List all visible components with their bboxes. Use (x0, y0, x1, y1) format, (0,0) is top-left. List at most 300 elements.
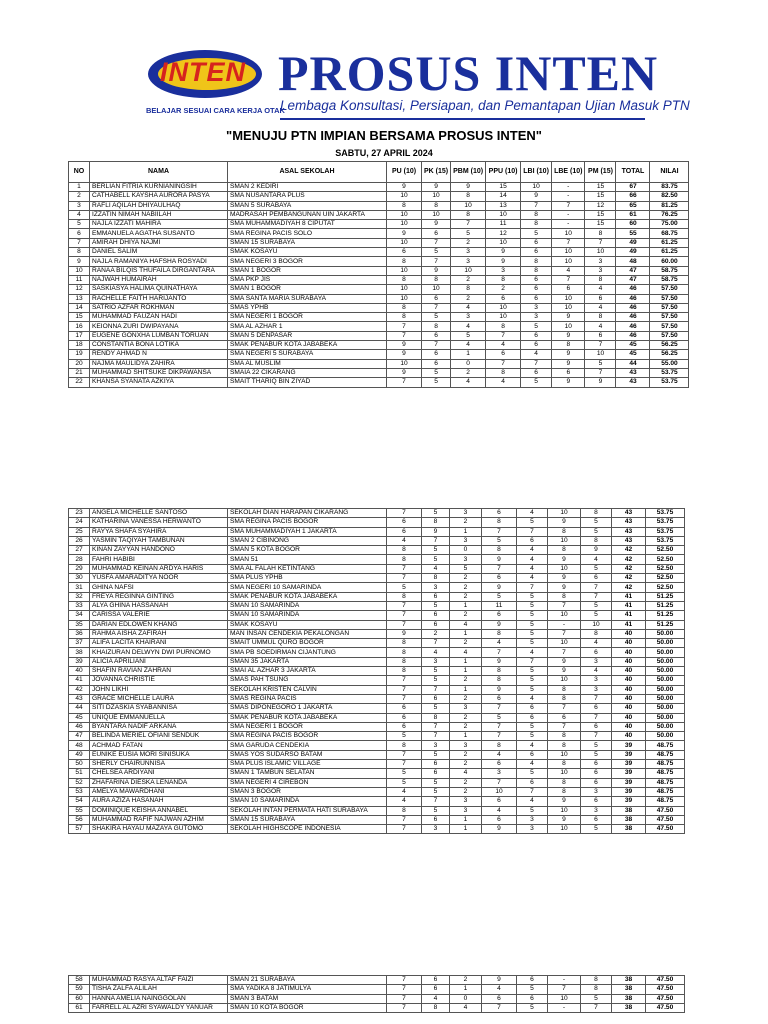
cell-total: 40 (612, 657, 646, 666)
cell-no: 19 (69, 350, 90, 359)
cell-nama: EUNIKE EUSIA MORI SINISUKA (90, 750, 228, 759)
cell-lbe: 7 (548, 601, 581, 610)
table-row (69, 229, 689, 238)
cell-total: 40 (612, 685, 646, 694)
cell-lbe: 10 (548, 536, 581, 545)
cell-no: 15 (69, 313, 90, 322)
cell-pbm: 2 (450, 778, 482, 787)
cell-no: 16 (69, 322, 90, 331)
column-header-pm: PM (15) (585, 162, 616, 183)
cell-total: 46 (616, 313, 650, 322)
cell-pm: 5 (581, 611, 612, 620)
cell-pbm: 2 (450, 518, 482, 527)
cell-lbi: 10 (521, 183, 552, 192)
cell-nilai: 76.25 (650, 210, 689, 219)
cell-pk: 10 (422, 285, 451, 294)
cell-lbi: 4 (517, 546, 548, 555)
column-header-no: NO (69, 162, 90, 183)
cell-pk: 7 (422, 685, 450, 694)
table-row (69, 285, 689, 294)
cell-total: 40 (612, 629, 646, 638)
table-row (69, 192, 689, 201)
cell-total: 38 (612, 994, 646, 1003)
cell-pbm: 3 (450, 536, 482, 545)
cell-nilai: 53.75 (646, 536, 685, 545)
cell-pm: 15 (585, 183, 616, 192)
cell-ppu: 8 (486, 368, 521, 377)
cell-pbm: 1 (450, 732, 482, 741)
cell-lbi: 6 (517, 536, 548, 545)
cell-nama: RAYYA SHAFA SYAHIRA (90, 527, 228, 536)
cell-total: 66 (616, 192, 650, 201)
cell-pk: 5 (422, 667, 450, 676)
cell-pu: 8 (387, 313, 422, 322)
cell-total: 42 (612, 564, 646, 573)
brand-name: PROSUS INTEN (278, 45, 659, 101)
cell-ppu: 11 (482, 601, 517, 610)
cell-asal-sekolah: SMA AL AZHAR 1 (228, 322, 387, 331)
cell-asal-sekolah: SMAN 10 SAMARINDA (228, 797, 387, 806)
cell-asal-sekolah: SEKOLAH HIGHSCOPE INDONESIA (228, 825, 387, 834)
cell-pu: 6 (387, 518, 422, 527)
cell-lbe: 9 (552, 359, 585, 368)
cell-pm: 15 (585, 220, 616, 229)
cell-ppu: 10 (486, 238, 521, 247)
cell-pbm: 2 (450, 722, 482, 731)
cell-pu: 8 (387, 639, 422, 648)
cell-pbm: 2 (450, 694, 482, 703)
cell-nama: SHAKIRA HAYAU MAZAYA GUTOMO (90, 825, 228, 834)
cell-asal-sekolah: SMAK KOSAYU (228, 248, 387, 257)
cell-lbi: 6 (521, 294, 552, 303)
cell-pm: 3 (581, 657, 612, 666)
cell-total: 67 (616, 183, 650, 192)
cell-nama: DOMINIQUE KEISHA ANNABEL (90, 806, 228, 815)
cell-ppu: 8 (482, 741, 517, 750)
cell-no: 12 (69, 285, 90, 294)
table-row (69, 509, 685, 518)
cell-nama: CARISSA VALERIE (90, 611, 228, 620)
cell-pu: 7 (387, 694, 422, 703)
cell-nama: SATRIO AZFAR ROKHMAN (90, 303, 228, 312)
cell-pbm: 0 (450, 546, 482, 555)
table-row (69, 797, 685, 806)
cell-asal-sekolah: SMAS DIPONEGORO 1 JAKARTA (228, 704, 387, 713)
cell-pu: 8 (387, 592, 422, 601)
cell-no: 24 (69, 518, 90, 527)
cell-pu: 7 (387, 601, 422, 610)
cell-total: 43 (616, 368, 650, 377)
cell-pk: 4 (422, 994, 450, 1003)
cell-nilai: 53.75 (650, 378, 689, 387)
cell-total: 38 (612, 976, 646, 985)
cell-pm: 15 (585, 192, 616, 201)
cell-asal-sekolah: SMA NEGERI 4 CIREBON (228, 778, 387, 787)
cell-nama: ALIFA LACITA KHAIRANI (90, 639, 228, 648)
cell-pbm: 3 (450, 741, 482, 750)
cell-total: 47 (616, 275, 650, 284)
cell-lbe: 7 (548, 648, 581, 657)
cell-nilai: 53.75 (646, 527, 685, 536)
cell-no: 5 (69, 220, 90, 229)
cell-lbe: 9 (548, 815, 581, 824)
table-row (69, 694, 685, 703)
cell-lbi: 6 (517, 713, 548, 722)
table-row (69, 368, 689, 377)
cell-total: 42 (612, 546, 646, 555)
cell-lbe: 6 (552, 285, 585, 294)
cell-pu: 7 (387, 378, 422, 387)
cell-lbi: 6 (521, 238, 552, 247)
cell-pbm: 4 (450, 648, 482, 657)
cell-no: 52 (69, 778, 90, 787)
cell-lbe: 10 (548, 639, 581, 648)
cell-asal-sekolah: SMAN 5 KOTA BOGOR (228, 546, 387, 555)
cell-asal-sekolah: SMAN 10 KOTA BOGOR (228, 1003, 387, 1012)
cell-pm: 8 (581, 976, 612, 985)
cell-lbi: 5 (517, 732, 548, 741)
cell-lbi: 3 (521, 303, 552, 312)
cell-pk: 6 (422, 229, 451, 238)
cell-pm: 4 (581, 667, 612, 676)
cell-asal-sekolah: SEKOLAH KRISTEN CALVIN (228, 685, 387, 694)
cell-pm: 7 (581, 1003, 612, 1012)
table-row (69, 257, 689, 266)
cell-pu: 10 (387, 192, 422, 201)
cell-asal-sekolah: SMAN 5 SURABAYA (228, 201, 387, 210)
cell-pbm: 3 (450, 704, 482, 713)
cell-lbi: 4 (517, 694, 548, 703)
cell-ppu: 7 (486, 359, 521, 368)
cell-ppu: 4 (482, 639, 517, 648)
cell-pbm: 8 (451, 192, 486, 201)
cell-pbm: 3 (451, 248, 486, 257)
table-row (69, 592, 685, 601)
cell-ppu: 8 (482, 667, 517, 676)
cell-no: 17 (69, 331, 90, 340)
cell-nilai: 53.75 (646, 518, 685, 527)
cell-pm: 5 (581, 994, 612, 1003)
cell-asal-sekolah: SMA NEGERI 5 SURABAYA (228, 350, 387, 359)
cell-no: 55 (69, 806, 90, 815)
cell-nilai: 57.50 (650, 294, 689, 303)
cell-no: 56 (69, 815, 90, 824)
cell-pm: 4 (585, 322, 616, 331)
cell-lbe: 7 (548, 985, 581, 994)
cell-pu: 10 (387, 294, 422, 303)
cell-no: 14 (69, 303, 90, 312)
table-row (69, 294, 689, 303)
cell-pu: 5 (387, 769, 422, 778)
cell-pm: 9 (585, 378, 616, 387)
cell-pk: 4 (422, 564, 450, 573)
cell-pu: 8 (387, 275, 422, 284)
table-row (69, 275, 689, 284)
column-header-lbi: LBI (10) (521, 162, 552, 183)
cell-pu: 5 (387, 583, 422, 592)
cell-asal-sekolah: SMAN 1 BOGOR (228, 266, 387, 275)
cell-pm: 3 (585, 266, 616, 275)
cell-lbe: 9 (548, 555, 581, 564)
cell-lbe: - (548, 1003, 581, 1012)
cell-total: 38 (612, 806, 646, 815)
cell-lbe: 8 (548, 741, 581, 750)
cell-asal-sekolah: SMAS PAH TSUNG (228, 676, 387, 685)
cell-no: 21 (69, 368, 90, 377)
cell-pm: 5 (581, 741, 612, 750)
cell-nama: AMIRAH DHIYA NAJMI (90, 238, 228, 247)
cell-pk: 5 (422, 368, 451, 377)
cell-ppu: 4 (482, 750, 517, 759)
cell-lbi: 5 (521, 378, 552, 387)
cell-pbm: 2 (450, 976, 482, 985)
cell-asal-sekolah: SMAN 21 SURABAYA (228, 976, 387, 985)
cell-lbi: 5 (517, 685, 548, 694)
cell-ppu: 7 (482, 778, 517, 787)
cell-lbe: - (552, 192, 585, 201)
cell-lbi: 4 (517, 741, 548, 750)
cell-ppu: 11 (486, 220, 521, 229)
cell-nilai: 57.50 (650, 285, 689, 294)
cell-nilai: 51.25 (646, 592, 685, 601)
cell-nama: GHINA NAFSI (90, 583, 228, 592)
table-row (69, 546, 685, 555)
cell-lbi: 6 (521, 331, 552, 340)
cell-no: 7 (69, 238, 90, 247)
cell-pm: 6 (581, 648, 612, 657)
cell-pm: 3 (581, 685, 612, 694)
cell-pu: 7 (387, 976, 422, 985)
cell-total: 46 (616, 294, 650, 303)
cell-nama: ZHAFARINA DIESKA LENANDA (90, 778, 228, 787)
cell-lbi: 4 (517, 648, 548, 657)
cell-pm: 6 (581, 574, 612, 583)
cell-asal-sekolah: SMAN 1 TAMBUN SELATAN (228, 769, 387, 778)
cell-nama: MUHAMMAD SHITSUKE DIKPAWANSA (90, 368, 228, 377)
cell-pbm: 10 (451, 201, 486, 210)
cell-pm: 6 (585, 294, 616, 303)
cell-lbe: - (548, 976, 581, 985)
cell-lbe: 9 (548, 583, 581, 592)
cell-no: 2 (69, 192, 90, 201)
cell-no: 48 (69, 741, 90, 750)
cell-lbi: 4 (517, 760, 548, 769)
cell-nilai: 58.75 (650, 275, 689, 284)
cell-nama: CHELSEA ARDIYANI (90, 769, 228, 778)
cell-pk: 7 (422, 732, 450, 741)
cell-pu: 9 (387, 229, 422, 238)
cell-no: 39 (69, 657, 90, 666)
column-header-pbm: PBM (10) (451, 162, 486, 183)
cell-lbi: 5 (517, 620, 548, 629)
cell-nama: BYANTARA NADIF ARKANA (90, 722, 228, 731)
cell-total: 46 (616, 322, 650, 331)
cell-no: 31 (69, 583, 90, 592)
cell-nilai: 52.50 (646, 555, 685, 564)
cell-ppu: 3 (486, 266, 521, 275)
cell-pm: 5 (581, 825, 612, 834)
cell-no: 25 (69, 527, 90, 536)
cell-pk: 5 (422, 378, 451, 387)
cell-nama: RENDY AHMAD N (90, 350, 228, 359)
cell-total: 39 (612, 750, 646, 759)
cell-nilai: 57.50 (650, 322, 689, 331)
cell-lbi: 6 (521, 368, 552, 377)
cell-no: 45 (69, 713, 90, 722)
cell-ppu: 4 (482, 806, 517, 815)
cell-ppu: 9 (482, 620, 517, 629)
cell-asal-sekolah: SMA NEGERI 1 BOGOR (228, 313, 387, 322)
table-row (69, 201, 689, 210)
cell-nama: KATHARINA VANESSA HERWANTO (90, 518, 228, 527)
cell-lbe: 10 (552, 322, 585, 331)
cell-pk: 9 (422, 527, 450, 536)
cell-pbm: 1 (450, 527, 482, 536)
cell-lbe: 7 (552, 275, 585, 284)
cell-ppu: 14 (486, 192, 521, 201)
cell-nilai: 47.50 (646, 985, 685, 994)
cell-lbe: 8 (548, 592, 581, 601)
cell-asal-sekolah: SMAIT UMMUL QURO BOGOR (228, 639, 387, 648)
cell-total: 41 (612, 601, 646, 610)
table-row (69, 620, 685, 629)
cell-nama: SHERLY CHAIRUNNISA (90, 760, 228, 769)
cell-total: 39 (612, 760, 646, 769)
cell-pbm: 3 (450, 797, 482, 806)
cell-asal-sekolah: SMAN 15 SURABAYA (228, 238, 387, 247)
cell-no: 30 (69, 574, 90, 583)
cell-pu: 7 (387, 620, 422, 629)
cell-pk: 7 (422, 341, 451, 350)
cell-asal-sekolah: SMA REGINA PACIS BOGOR (228, 518, 387, 527)
cell-ppu: 9 (482, 976, 517, 985)
cell-lbe: 10 (548, 769, 581, 778)
cell-asal-sekolah: SMAN 51 (228, 555, 387, 564)
cell-pm: 8 (585, 229, 616, 238)
cell-pu: 7 (387, 994, 422, 1003)
cell-ppu: 8 (482, 676, 517, 685)
cell-pu: 8 (387, 648, 422, 657)
cell-pm: 8 (581, 509, 612, 518)
cell-lbi: 4 (521, 350, 552, 359)
column-header-nama: NAMA (90, 162, 228, 183)
cell-pm: 5 (581, 564, 612, 573)
cell-total: 42 (612, 555, 646, 564)
cell-lbi: 6 (517, 704, 548, 713)
cell-pm: 7 (581, 592, 612, 601)
cell-ppu: 7 (482, 648, 517, 657)
cell-nilai: 48.75 (646, 750, 685, 759)
cell-lbi: 3 (517, 815, 548, 824)
logo-tagline: BELAJAR SESUAI CARA KERJA OTAK (146, 106, 285, 115)
cell-total: 38 (612, 825, 646, 834)
table-row (69, 667, 685, 676)
cell-total: 40 (612, 667, 646, 676)
cell-nilai: 61.25 (650, 248, 689, 257)
table-row (69, 657, 685, 666)
cell-nama: RANAA BILQIS THUFAILA DIRGANTARA (90, 266, 228, 275)
cell-nilai: 47.50 (646, 994, 685, 1003)
cell-lbe: 6 (548, 713, 581, 722)
cell-ppu: 6 (486, 350, 521, 359)
cell-no: 20 (69, 359, 90, 368)
cell-pu: 10 (387, 285, 422, 294)
cell-pk: 8 (422, 322, 451, 331)
cell-asal-sekolah: SEKOLAH DIAN HARAPAN CIKARANG (228, 509, 387, 518)
cell-pbm: 2 (451, 275, 486, 284)
cell-total: 46 (616, 285, 650, 294)
cell-lbe: 9 (552, 350, 585, 359)
table-row (69, 629, 685, 638)
cell-ppu: 6 (482, 509, 517, 518)
cell-pm: 6 (585, 331, 616, 340)
cell-lbi: 8 (521, 266, 552, 275)
cell-pu: 6 (387, 713, 422, 722)
cell-total: 61 (616, 210, 650, 219)
table-row (69, 985, 685, 994)
cell-pk: 7 (422, 536, 450, 545)
cell-lbe: 9 (548, 574, 581, 583)
cell-lbe: - (552, 220, 585, 229)
cell-pbm: 8 (451, 210, 486, 219)
cell-ppu: 8 (482, 546, 517, 555)
cell-lbi: 5 (517, 722, 548, 731)
cell-total: 39 (612, 741, 646, 750)
cell-pm: 8 (585, 313, 616, 322)
cell-lbi: 4 (517, 574, 548, 583)
cell-pu: 7 (387, 676, 422, 685)
cell-ppu: 7 (482, 704, 517, 713)
table-row (69, 266, 689, 275)
cell-pbm: 1 (450, 601, 482, 610)
cell-pm: 9 (581, 546, 612, 555)
cell-nama: NAJLA IZZATI MAHIRA (90, 220, 228, 229)
cell-nilai: 57.50 (650, 313, 689, 322)
cell-lbe: 10 (552, 294, 585, 303)
cell-lbe: - (552, 210, 585, 219)
cell-pk: 8 (422, 201, 451, 210)
cell-lbi: 4 (517, 564, 548, 573)
cell-no: 8 (69, 248, 90, 257)
cell-no: 47 (69, 732, 90, 741)
cell-nama: DANIEL SALIM (90, 248, 228, 257)
cell-ppu: 6 (482, 694, 517, 703)
cell-nilai: 75.00 (650, 220, 689, 229)
cell-lbi: 6 (517, 976, 548, 985)
cell-nama: NAJWAH HUMAIRAH (90, 275, 228, 284)
cell-pbm: 4 (451, 322, 486, 331)
cell-total: 40 (612, 694, 646, 703)
cell-nama: CONSTANTIA BONA LOTIKA (90, 341, 228, 350)
cell-nilai: 50.00 (646, 713, 685, 722)
cell-pu: 8 (387, 257, 422, 266)
cell-lbe: 10 (548, 564, 581, 573)
cell-pk: 9 (422, 266, 451, 275)
cell-no: 40 (69, 667, 90, 676)
cell-nilai: 52.50 (646, 574, 685, 583)
cell-pm: 5 (581, 527, 612, 536)
cell-pbm: 1 (451, 350, 486, 359)
cell-pm: 10 (581, 620, 612, 629)
cell-ppu: 8 (486, 275, 521, 284)
cell-no: 37 (69, 639, 90, 648)
cell-pbm: 2 (450, 713, 482, 722)
cell-nilai: 56.25 (650, 341, 689, 350)
cell-total: 38 (612, 815, 646, 824)
cell-pbm: 9 (451, 183, 486, 192)
table-row (69, 825, 685, 834)
cell-lbi: 5 (517, 769, 548, 778)
